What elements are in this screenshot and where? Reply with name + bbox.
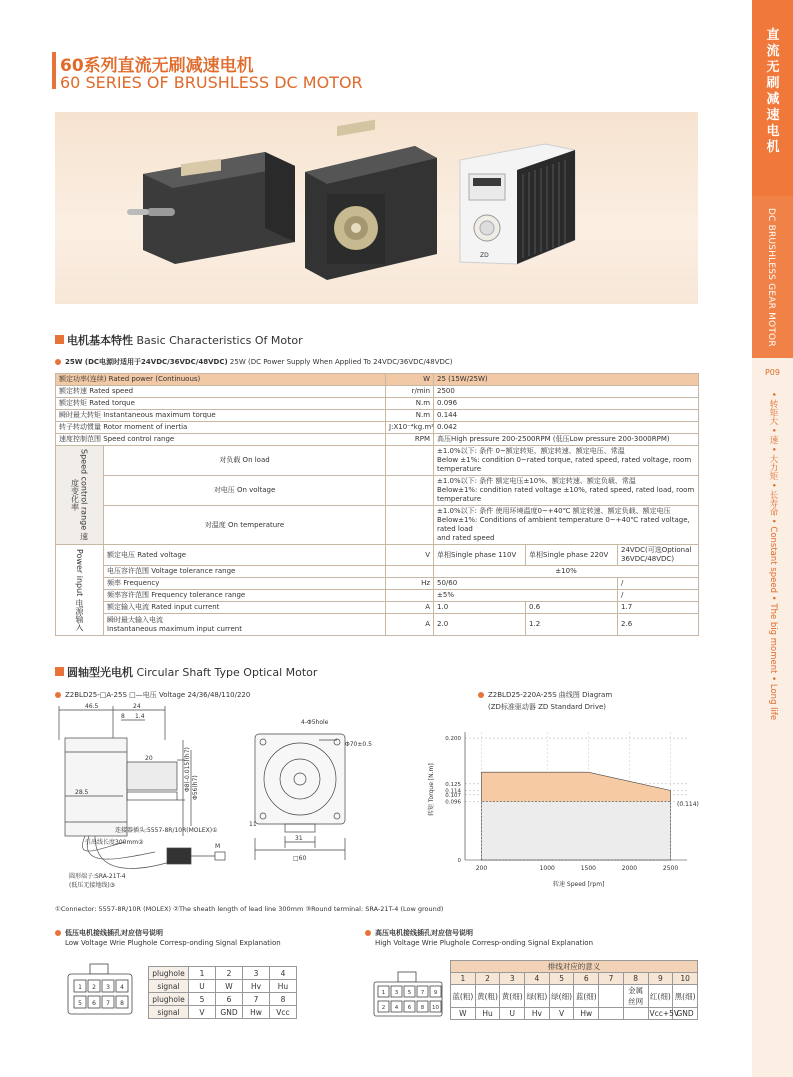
section-title-basic-cn: 电机基本特性 [67,334,133,347]
signal-cell: V [549,1008,574,1020]
title-accent-bar [52,52,56,89]
empty-cell [386,476,434,506]
power-row-label [104,614,386,636]
table-row [56,374,699,386]
dim-label: 4-Φ5hole [301,719,329,726]
signal-cell: GND [673,1008,698,1020]
power-row-unit [386,566,434,578]
table-row [56,590,699,602]
x-tick-label: 2000 [621,865,638,872]
signal-cell: V [189,1006,216,1019]
bullet [55,692,61,698]
signal-cell: 绿(粗) [525,985,550,1008]
section-title-optical [67,664,317,680]
dim-label: 20 [145,755,153,762]
spec-unit: N.m [386,398,434,410]
signal-cell: 7 [599,973,624,985]
speed-row-line: Below±1%: Conditions of ambient temperature 0~+40℃ rated voltage, rated load [437,516,690,533]
spec-label: 额定功率(连续) Rated power (Continuous) [56,374,386,386]
side-tab [752,0,793,1077]
low-connector-diagram [62,962,138,1020]
bullet [55,930,61,936]
pin-number: 1 [78,984,82,991]
table-row [56,446,699,476]
optical-model-line: Z2BLD25-□A-25S □—电压 Voltage 24/36/48/110/220 [65,691,251,699]
signal-cell: Vcc+5V [649,1009,680,1018]
page-title-cn: 60系列直流无刷减速电机 [60,56,254,76]
torque-speed-chart [425,720,715,895]
speed-group-label: Speed control range 速度变化率 [56,446,104,545]
table-row [149,1006,297,1019]
signal-cell: Hv [525,1008,550,1020]
pin-number: 9 [433,990,438,996]
high-signal-title-en: High Voltage Wrie Plughole Corresp-onding Signal Explanation [375,939,594,947]
power-row-label: 频率容许范围 Frequency tolerance range [104,590,386,602]
basic-subtitle-text: 25W (DC Power Supply When Applied To 24VDC/36VDC/48VDC) [229,358,453,366]
pin-number: 1 [381,990,386,996]
high-signal-table [450,960,698,1020]
power-row-label-cn: 瞬时最大输入电流 [107,615,163,624]
spec-label: 瞬时最大转矩 Instantaneous maximum torque [56,410,386,422]
signal-cell: plughole [149,993,189,1006]
signal-cell: 3 [500,973,525,985]
power-row-v1: 单相Single phase 110V [434,545,526,566]
spec-label: 额定转矩 Rated torque [56,398,386,410]
motor-photo-2 [305,120,437,280]
callout-connector: 连接器插头:5557-8R/10R(MOLEX)① [115,827,218,834]
pin-number: 2 [92,984,96,991]
signal-cell: plughole [149,967,189,980]
y-tick-label: 0.125 [445,781,461,788]
x-tick-label: 200 [475,865,488,872]
dimension-drawing [55,700,385,900]
spec-label: 转子转动惯量 Rotor moment of inertia [56,422,386,434]
pin-number: 5 [78,1000,82,1007]
signal-cell: 3 [243,967,270,980]
high-signal-header: 排线对应的意义 [451,961,698,973]
power-row-unit: Hz [386,578,434,590]
section-title-basic [67,332,303,348]
motor-photo-1 [127,152,295,264]
dim-label: 24 [133,703,141,710]
signal-cell [623,1008,648,1020]
dim-label: 31 [295,835,303,842]
speed-row-value [434,506,699,545]
power-row-label: 额定输入电流 Rated input current [104,602,386,614]
y-ticks [445,736,461,864]
signal-cell: U [189,980,216,993]
side-tab-subtitle: DC BRUSHLESS GEAR MOTOR [766,208,776,347]
power-row-v1: 50/60 [434,578,618,590]
table-row [56,566,699,578]
power-row-unit: V [386,545,434,566]
spec-unit: W [386,374,434,386]
signal-cell: 4 [270,967,297,980]
spec-unit: r/min [386,386,434,398]
speed-row-label: 对温度 On temperature [104,506,386,545]
driver-photo [460,144,575,264]
speed-row-line: and rated speed [437,534,495,542]
table-row [56,422,699,434]
pin-number: 5 [407,990,412,996]
chart-ylabel: 转矩 Torque [N.m] [428,763,435,816]
power-row-label: 额定电压 Rated voltage [104,545,386,566]
signal-cell: Hu [270,980,297,993]
bullet [478,692,484,698]
section-title-optical-cn: 圆轴型光电机 [67,666,133,679]
signal-cell: 黑(细) [673,985,698,1008]
table-row [56,410,699,422]
power-row-v2: 单相Single phase 220V [526,545,618,566]
table-row [56,476,699,506]
table-row [56,386,699,398]
power-row-v3: 1.7 [618,602,699,614]
chart-right-label: (0.114) [677,801,699,808]
signal-cell: 2 [475,973,500,985]
side-features: • 转矩大 • 速 • 大力矩 • 长寿命 • Constant speed • The big moment • Long life [768,392,778,721]
y-tick-label: 0.096 [445,799,461,806]
signal-cell: Hv [243,980,270,993]
power-row-v2: 1.2 [526,614,618,636]
signal-cell: signal [149,980,189,993]
speed-row-value [434,446,699,476]
table-row [149,967,297,980]
signal-cell: Vcc [270,1006,297,1019]
power-row-v1: 1.0 [434,602,526,614]
signal-cell: W [216,980,243,993]
table-row [451,961,698,973]
spec-label: 速度控制范围 Speed control range [56,434,386,446]
spec-value: 0.042 [434,422,699,434]
pin-number: 4 [394,1005,399,1011]
y-tick-label: 0.200 [445,736,461,743]
pin-number: 3 [394,990,399,996]
signal-cell: 8 [270,993,297,1006]
power-row-v1: ±5% [434,590,618,602]
x-tick-label: 1000 [539,865,555,872]
pin-number: 7 [420,990,425,996]
x-tick-label: 2500 [662,865,679,872]
callout-terminal: 圆形端子:SRA-21T-4 [69,873,126,880]
signal-cell: Hw [574,1008,599,1020]
product-photos [55,112,698,304]
spec-value: 高压High pressure 200-2500RPM (低压Low pressure 200-3000RPM) [434,434,699,446]
power-group-label: Power input 电源输入 [56,545,104,636]
driver-label: ZD [480,252,489,259]
power-row-label-en: Instantaneous maximum input current [107,624,242,633]
page-number: P09 [764,368,780,377]
power-row-v3: / [618,578,699,590]
dim-label: 11 [249,821,257,828]
signal-cell: W [451,1008,476,1020]
signal-cell: 绿(细) [549,985,574,1008]
y-tick-label: 0 [457,858,461,864]
signal-cell [599,985,624,1008]
pin-number: 7 [106,1000,110,1007]
table-row [451,973,698,985]
spec-unit: N.m [386,410,434,422]
table-row [451,985,698,1008]
section-marker-basic [55,335,64,344]
empty-cell [386,506,434,545]
table-row [56,614,699,636]
pin-number: 3 [106,984,110,991]
table-row [149,993,297,1006]
signal-cell: 金属丝网 [623,985,648,1008]
drawing-footnote: ①Connector: 5557-8R/10R (MOLEX) ②The sheath length of lead line 300mm ③Round terminal: SRA-21T-4 (Low ground) [55,905,444,913]
signal-cell: 1 [189,967,216,980]
speed-row-line: Below ±1%: condition 0~rated torque, rated speed, rated voltage, room temperature [437,456,692,473]
curve-subtitle: (ZD标准驱动器 ZD Standard Drive) [488,703,607,711]
x-ticks [476,865,679,872]
basic-subtitle [65,357,453,367]
dim-label: 1.4 [135,713,145,720]
table-row [56,398,699,410]
dim-label: 28.5 [75,789,89,796]
signal-cell: 蓝(细) [574,985,599,1008]
section-title-basic-en: Basic Characteristics Of Motor [136,334,303,347]
pin-number: 8 [120,1000,124,1007]
callout-sheath: 引出线长度300mm② [85,839,144,846]
table-row [56,578,699,590]
spec-value: 0.096 [434,398,699,410]
signal-cell: Hu [475,1008,500,1020]
signal-cell [599,1008,624,1020]
table-row [56,434,699,446]
spec-label: 额定转速 Rated speed [56,386,386,398]
power-row-label: 频率 Frequency [104,578,386,590]
power-row-unit: A [386,602,434,614]
low-signal-title-cn: 低压电机接线插孔对应信号说明 [65,929,163,937]
signal-cell: 5 [189,993,216,1006]
power-row-v3: / [618,590,699,602]
signal-cell: Hw [243,1006,270,1019]
table-row [149,980,297,993]
high-signal-title-cn: 高压电机接线插孔对应信号说明 [375,929,473,937]
speed-row-line: ±1.0%以下: 条件 使用环境温度0~+40℃ 额定转速、额定负载、额定电压 [437,507,671,515]
signal-cell: 5 [549,973,574,985]
power-row-v2: 0.6 [526,602,618,614]
signal-cell: 4 [525,973,550,985]
low-signal-table [148,966,297,1019]
speed-row-line: ±1.0%以下: 条件 0~额定转矩、额定转速、额定电压、常温 [437,447,625,455]
spec-value: 0.144 [434,410,699,422]
curve-title: Z2BLD25-220A-25S 曲线图 Diagram [488,691,613,699]
power-row-label: 电压容许范围 Voltage tolerance range [104,566,386,578]
page-title-en: 60 SERIES OF BRUSHLESS DC MOTOR [60,73,363,92]
dim-label: Φ56(h7) [192,775,199,800]
signal-cell: 黄(细) [500,985,525,1008]
spec-value: 2500 [434,386,699,398]
spec-unit: RPM [386,434,434,446]
signal-cell: 1 [451,973,476,985]
callout-ground: (低压无接地线)③ [69,882,116,889]
dim-label: 8 [121,713,125,720]
y-tick-label: 0.107 [445,792,461,799]
table-row [56,602,699,614]
area-lower-band [481,801,670,860]
x-tick-label: 1500 [580,865,596,872]
signal-cell: 6 [216,993,243,1006]
power-row-unit [386,590,434,602]
power-row-unit: A [386,614,434,636]
power-row-v3: 2.6 [618,614,699,636]
dim-label: M [215,843,221,850]
power-row-v1: 2.0 [434,614,526,636]
section-marker-optical [55,667,64,676]
signal-cell: 9 [648,973,673,985]
dim-label: Φ70±0.5 [345,741,372,748]
speed-row-line: Below±1%: condition rated voltage ±10%, rated speed, rated load, room temperature [437,486,695,503]
signal-cell: 红(细) [648,985,673,1008]
spec-value: 25 (15W/25W) [434,374,699,386]
signal-cell: 10 [673,973,698,985]
signal-cell: 7 [243,993,270,1006]
pin-number: 10 [432,1005,439,1011]
signal-cell: GND [216,1006,243,1019]
low-signal-title-en: Low Voltage Wrie Plughole Corresp-onding Signal Explanation [65,939,281,947]
dim-label: Φ8(-0.015)(h7) [184,747,191,792]
signal-cell: 2 [216,967,243,980]
table-row [451,1008,698,1020]
dim-label: 46.5 [85,703,99,710]
spec-unit: J:X10⁻⁴kg.m² [386,422,434,434]
signal-cell: 蓝(粗) [451,985,476,1008]
signal-cell: 6 [574,973,599,985]
signal-cell: signal [149,1006,189,1019]
y-tick-label: 0.114 [445,788,461,795]
signal-cell: 8 [623,973,648,985]
chart-xlabel: 转速 Speed [rpm] [553,881,605,888]
power-row-all: ±10% [434,566,699,578]
pin-number: 2 [381,1005,386,1011]
speed-row-value [434,476,699,506]
signal-cell: U [500,1008,525,1020]
pin-number: 8 [420,1005,425,1011]
pin-number: 6 [92,1000,96,1007]
power-row-v3: 24VDC(可选Optional 36VDC/48VDC) [618,545,699,566]
dim-label: □60 [293,855,307,862]
speed-row-label: 对负载 On load [104,446,386,476]
bullet [55,359,61,365]
speed-row-label: 对电压 On voltage [104,476,386,506]
side-tab-title: 直流无刷减速电机 [766,28,780,155]
speed-row-line: ±1.0%以下: 条件 额定电压±10%、额定转速、额定负载、常温 [437,477,636,485]
high-connector-diagram [372,970,444,1020]
section-title-optical-en: Circular Shaft Type Optical Motor [136,666,318,679]
spec-table [55,373,699,636]
pin-number: 4 [120,984,124,991]
empty-cell [386,446,434,476]
pin-number: 6 [407,1005,412,1011]
product-photo-band [55,112,698,304]
table-row [56,545,699,566]
bullet [365,930,371,936]
signal-cell: 黄(粗) [475,985,500,1008]
basic-subtitle-bold: 25W (DC电源时适用于24VDC/36VDC/48VDC) [65,358,228,366]
table-row [56,506,699,545]
